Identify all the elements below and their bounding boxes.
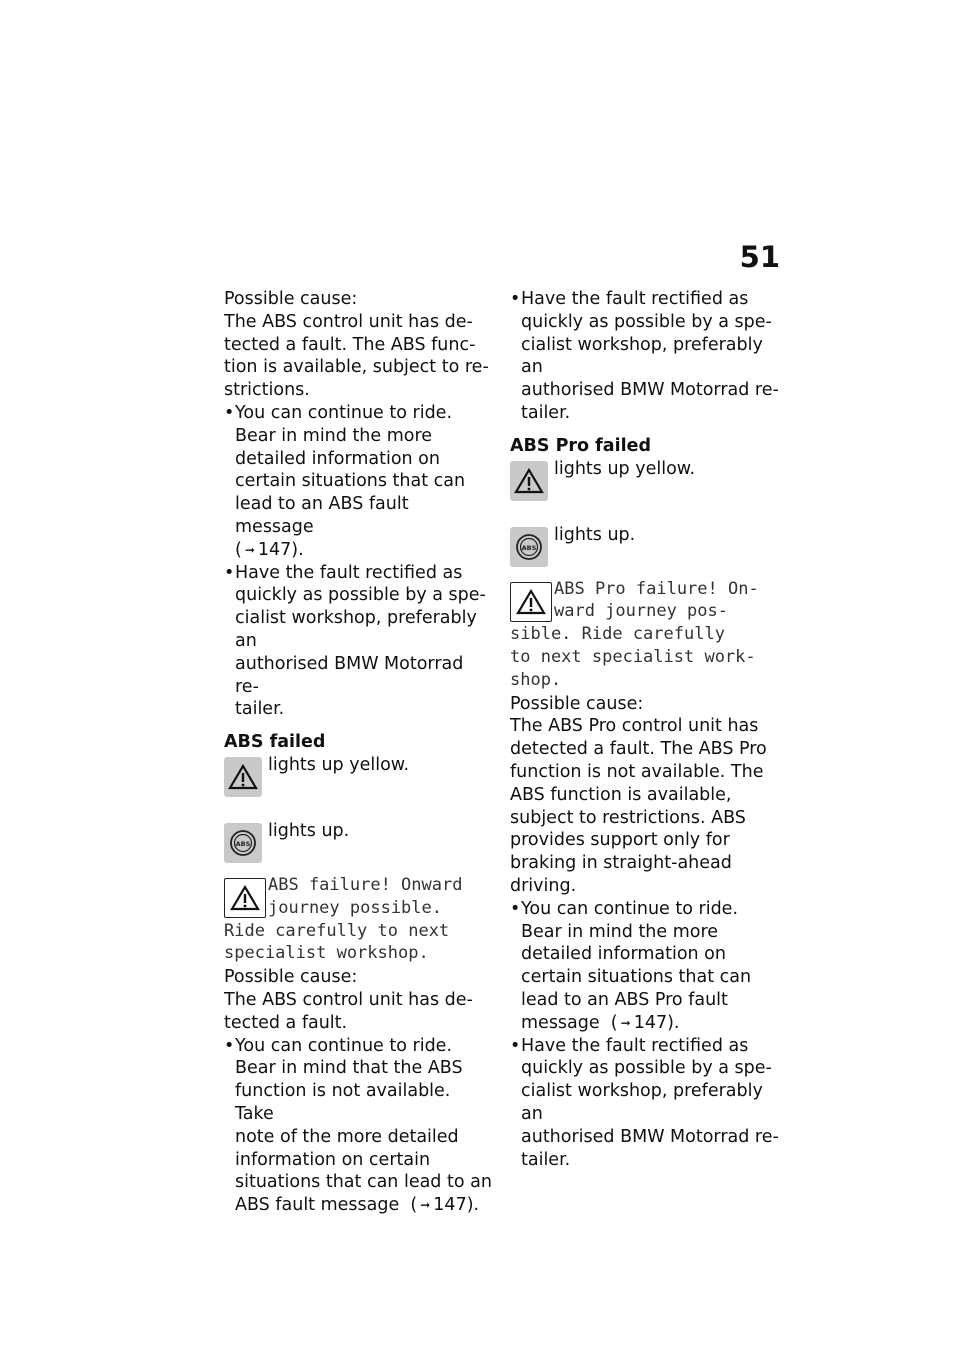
bullet-item bbox=[224, 1035, 492, 1217]
text-line: The ABS control unit has de- bbox=[224, 989, 473, 1010]
text-line: information on certain bbox=[235, 1149, 431, 1170]
text-line: • Have the fault rectified as bbox=[521, 289, 749, 309]
text-line: cialist workshop, preferably an bbox=[521, 1081, 763, 1124]
text-line: detailed information on bbox=[521, 944, 726, 965]
text-line: message bbox=[521, 1012, 600, 1033]
indicator-row bbox=[224, 820, 492, 860]
text-line: tion is available, subject to re- bbox=[224, 357, 489, 378]
text-line: lead to an ABS fault message bbox=[235, 494, 409, 537]
bullet-item bbox=[510, 898, 780, 1035]
text-line: authorised BMW Motorrad re- bbox=[235, 653, 464, 697]
abs-indicator-icon bbox=[510, 527, 548, 567]
text-line: subject to restrictions. ABS bbox=[510, 807, 746, 828]
message-line: ABS failure! Onward bbox=[268, 874, 463, 895]
page-reference-link[interactable]: ( ➞ 147). bbox=[605, 1012, 680, 1033]
text-line: detected a fault. The ABS Pro bbox=[510, 739, 767, 760]
ref-page: 147). bbox=[633, 1012, 680, 1033]
text-line: strictions. bbox=[224, 380, 310, 401]
text-line: • You can continue to ride. bbox=[235, 402, 453, 423]
section-heading: ABS Pro failed bbox=[510, 435, 651, 456]
message-line: shop. bbox=[510, 669, 562, 690]
warning-triangle-icon bbox=[224, 878, 266, 918]
intro-text bbox=[224, 311, 492, 402]
text-line: certain situations that can bbox=[235, 471, 466, 492]
text-line: authorised BMW Motorrad re- bbox=[521, 380, 779, 401]
arrow-right-icon: ➞ bbox=[244, 542, 255, 557]
text-line: tected a fault. bbox=[224, 1012, 348, 1033]
indicator-row bbox=[510, 524, 780, 564]
text-line: quickly as possible by a spe- bbox=[521, 1058, 772, 1079]
text-line: note of the more detailed bbox=[235, 1126, 459, 1147]
page-reference-link[interactable]: ( ➞ 147). bbox=[235, 539, 304, 560]
text-line: braking in straight-ahead bbox=[510, 853, 732, 874]
text-line: The ABS Pro control unit has bbox=[510, 716, 759, 737]
text-line: provides support only for bbox=[510, 830, 730, 851]
arrow-right-icon: ➞ bbox=[620, 1015, 631, 1030]
possible-cause-label: Possible cause: bbox=[224, 967, 358, 988]
possible-cause-label: Possible cause: bbox=[224, 289, 358, 309]
text-line: function is not available. Take bbox=[235, 1081, 451, 1124]
text-line: detailed information on bbox=[235, 448, 440, 469]
indicator-text: lights up yellow. bbox=[268, 754, 410, 775]
indicator-row bbox=[510, 458, 780, 498]
message-line: ward journey pos- bbox=[554, 601, 728, 622]
message-line: ABS Pro failure! On- bbox=[554, 578, 759, 599]
text-line: ABS fault message bbox=[235, 1195, 400, 1216]
text-line: situations that can lead to an bbox=[235, 1172, 492, 1193]
text-line: cialist workshop, preferably an bbox=[235, 608, 477, 651]
text-line: tailer. bbox=[521, 1149, 571, 1170]
warning-triangle-icon bbox=[224, 757, 262, 797]
svg-text:ABS: ABS bbox=[521, 543, 537, 552]
warning-triangle-icon bbox=[510, 461, 548, 501]
text-line: quickly as possible by a spe- bbox=[235, 585, 486, 606]
arrow-right-icon: ➞ bbox=[420, 1198, 431, 1213]
text-line: Bear in mind that the ABS bbox=[235, 1058, 463, 1079]
text-line: cialist workshop, preferably an bbox=[521, 334, 763, 378]
text-line: Bear in mind the more bbox=[235, 425, 433, 446]
text-line: lead to an ABS Pro fault bbox=[521, 989, 728, 1010]
display-message bbox=[224, 874, 492, 965]
text-line: • Have the fault rectified as bbox=[235, 562, 463, 583]
indicator-text: lights up. bbox=[554, 524, 636, 545]
bullet-item bbox=[224, 402, 492, 562]
text-line: certain situations that can bbox=[521, 967, 752, 988]
message-line: Ride carefully to next bbox=[224, 920, 450, 941]
cause-text bbox=[510, 715, 780, 897]
abs-indicator-icon bbox=[224, 823, 262, 863]
left-column bbox=[224, 288, 492, 1217]
text-line: • You can continue to ride. bbox=[521, 898, 739, 919]
svg-text:ABS: ABS bbox=[235, 839, 251, 848]
cause-text bbox=[224, 989, 492, 1035]
indicator-text: lights up. bbox=[268, 820, 350, 841]
message-line: sible. Ride carefully bbox=[510, 624, 725, 645]
message-line: specialist workshop. bbox=[224, 943, 429, 964]
possible-cause-label: Possible cause: bbox=[510, 693, 644, 714]
indicator-row bbox=[224, 754, 492, 794]
text-line: The ABS control unit has de- bbox=[224, 311, 473, 332]
text-line: quickly as possible by a spe- bbox=[521, 311, 772, 332]
text-line: tailer. bbox=[521, 402, 571, 423]
text-line: • Have the fault rectified as bbox=[521, 1035, 749, 1056]
page-reference-link[interactable]: ( ➞ 147). bbox=[404, 1195, 480, 1216]
indicator-text: lights up yellow. bbox=[554, 458, 696, 479]
section-heading: ABS failed bbox=[224, 732, 326, 753]
display-message bbox=[510, 578, 780, 692]
bullet-item bbox=[224, 562, 492, 722]
text-line: tected a fault. The ABS func- bbox=[224, 334, 476, 355]
text-line: • You can continue to ride. bbox=[235, 1035, 453, 1056]
bullet-item bbox=[510, 1035, 780, 1172]
text-line: tailer. bbox=[235, 699, 285, 720]
text-line: ABS function is available, bbox=[510, 784, 732, 805]
text-line: driving. bbox=[510, 875, 577, 896]
warning-triangle-icon bbox=[510, 582, 552, 622]
message-line: journey possible. bbox=[268, 897, 442, 918]
message-line: to next specialist work- bbox=[510, 646, 756, 667]
bullet-item bbox=[510, 288, 780, 425]
ref-page: 147). bbox=[433, 1195, 480, 1216]
text-line: Bear in mind the more bbox=[521, 921, 719, 942]
ref-page: 147). bbox=[257, 539, 304, 560]
text-line: authorised BMW Motorrad re- bbox=[521, 1126, 779, 1147]
text-line: function is not available. The bbox=[510, 761, 764, 782]
right-column bbox=[510, 288, 780, 1171]
page-number: 51 bbox=[739, 240, 780, 274]
